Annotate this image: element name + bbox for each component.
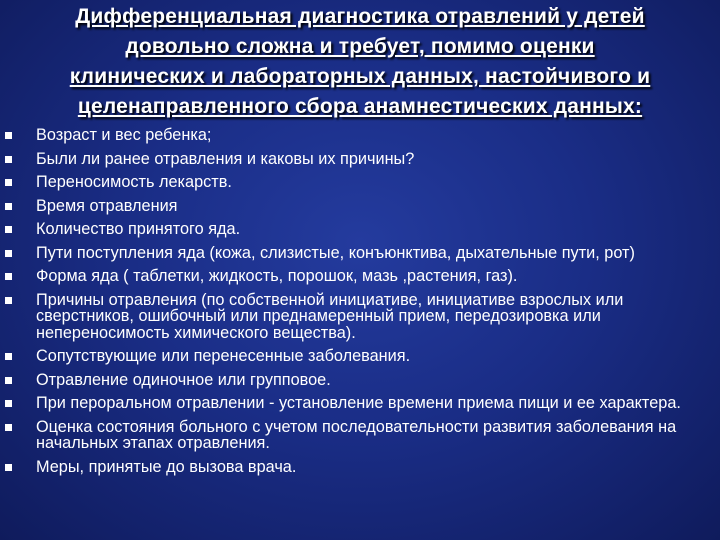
list-item (0, 419, 720, 452)
bullet-text: Отравление одиночное или групповое. (36, 370, 331, 389)
square-bullet-icon (5, 179, 12, 186)
bullet-text: Количество принятого яда. (36, 220, 241, 238)
list-item (0, 348, 720, 365)
bullet-text: Время отравления (36, 196, 178, 215)
square-bullet-icon (5, 400, 12, 407)
square-bullet-icon (5, 203, 12, 210)
bullet-text: Меры, принятые до вызова врача. (36, 457, 297, 476)
title-line-4: целенаправленного сбора анамнестических данных: (77, 95, 643, 118)
list-item (0, 268, 720, 285)
bullet-text: Причины отравления (по собственной инициативе, инициативе взрослых или сверстников, ошибочный или преднамеренный прием, передозировка или непереносимость химического вещества). (36, 290, 624, 342)
title-line-2: довольно сложна и требует, помимо оценки (125, 35, 595, 58)
list-item (0, 292, 720, 342)
bullet-text: Форма яда ( таблетки, жидкость, порошок, мазь ,растения, газ). (36, 267, 518, 285)
bullet-text: Переносимость лекарств. (36, 173, 232, 191)
square-bullet-icon (5, 297, 12, 304)
title-line-1: Дифференциальная диагностика отравлений у детей (75, 5, 645, 28)
square-bullet-icon (5, 226, 12, 233)
square-bullet-icon (5, 464, 12, 471)
bullet-text: Сопутствующие или перенесенные заболевания. (36, 347, 411, 365)
square-bullet-icon (5, 132, 12, 139)
list-item (0, 198, 720, 215)
bullet-text: Оценка состояния больного с учетом последовательности развития заболевания на начальных этапах отравления. (36, 417, 677, 452)
slide-title (0, 2, 720, 122)
bullet-text: Возраст и вес ребенка; (36, 126, 212, 144)
list-item (0, 174, 720, 191)
list-item (0, 127, 720, 144)
square-bullet-icon (5, 156, 12, 163)
list-item (0, 372, 720, 389)
list-item (0, 395, 720, 412)
title-line-3: клинических и лабораторных данных, настойчивого и (69, 65, 651, 88)
square-bullet-icon (5, 250, 12, 257)
list-item (0, 245, 720, 262)
square-bullet-icon (5, 353, 12, 360)
bullet-text: Были ли ранее отравления и каковы их причины? (36, 149, 415, 168)
list-item (0, 221, 720, 238)
list-item (0, 459, 720, 476)
square-bullet-icon (5, 273, 12, 280)
list-item (0, 151, 720, 168)
square-bullet-icon (5, 424, 12, 431)
bullet-list (0, 127, 720, 482)
square-bullet-icon (5, 377, 12, 384)
bullet-text: Пути поступления яда (кожа, слизистые, конъюнктива, дыхательные пути, рот) (36, 243, 635, 262)
bullet-text: При пероральном отравлении - установление времени приема пищи и ее характера. (36, 394, 681, 412)
